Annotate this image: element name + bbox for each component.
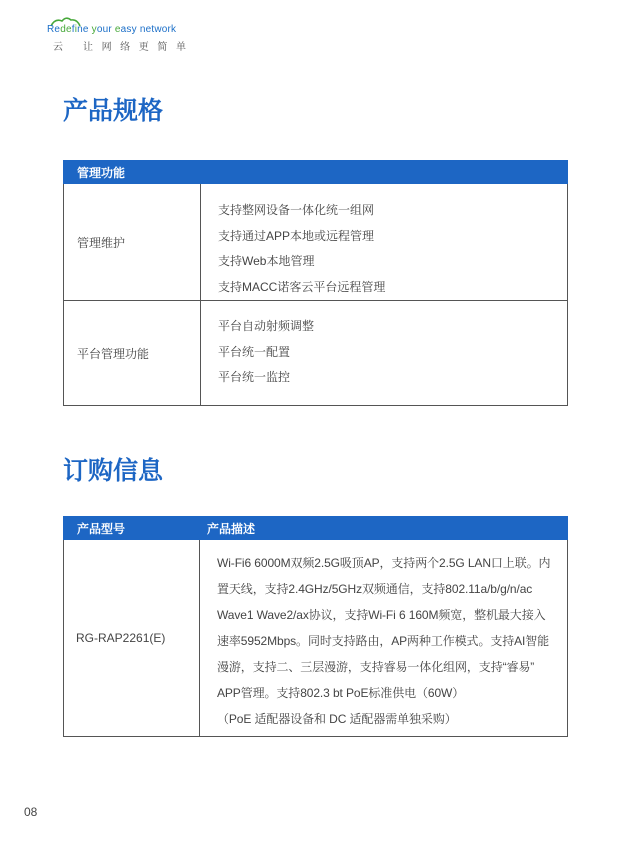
spec-table-header xyxy=(63,160,568,184)
product-description xyxy=(200,540,567,736)
row-items xyxy=(201,301,567,405)
row-label: 管理维护 xyxy=(64,184,201,300)
list-item: 平台统一配置 xyxy=(218,344,291,359)
spec-table xyxy=(63,160,568,406)
description-line: Wave1 Wave2/ax协议，支持Wi-Fi 6 160M频宽，整机最大接入 xyxy=(217,608,546,622)
table-row xyxy=(64,540,567,736)
list-item: 平台统一监控 xyxy=(218,370,291,384)
order-table-header xyxy=(63,516,568,540)
list-item: 支持通过APP本地或远程管理 xyxy=(218,228,375,243)
order-section-title: 订购信息 xyxy=(63,457,164,485)
list-item: 支持Web本地管理 xyxy=(218,254,315,268)
page-number: 08 xyxy=(24,805,38,819)
description-line: 置天线，支持2.4GHz/5GHz双频通信，支持802.11a/b/g/n/ac xyxy=(217,582,533,596)
description-line: 漫游，支持二、三层漫游，支持睿易一体化组网，支持“睿易” xyxy=(217,660,535,674)
model-header: 产品型号 xyxy=(77,521,126,536)
table-row xyxy=(64,184,567,300)
description-line: 速率5952Mbps。同时支持路由，AP两种工作模式。支持AI智能 xyxy=(217,634,550,648)
description-header: 产品描述 xyxy=(207,521,256,536)
row-label: 平台管理功能 xyxy=(64,301,201,405)
brand-tagline-zh: 云 让网络更简单 xyxy=(53,42,195,53)
table-row xyxy=(64,300,567,405)
description-line: Wi-Fi6 6000M双频2.5G吸顶AP，支持两个2.5G LAN口上联。内 xyxy=(217,556,551,570)
list-item: 平台自动射频调整 xyxy=(218,319,315,333)
spec-header-label: 管理功能 xyxy=(77,165,126,180)
list-item: 支持整网设备一体化统一组网 xyxy=(218,203,375,217)
brand-tagline-en: Redefine your easy network xyxy=(47,24,177,35)
list-item: 支持MACC诺客云平台远程管理 xyxy=(218,279,386,294)
spec-section-title: 产品规格 xyxy=(63,97,164,125)
product-model: RG-RAP2261(E) xyxy=(64,540,200,736)
description-line: （PoE 适配器设备和 DC 适配器需单独采购） xyxy=(217,712,457,726)
description-line: APP管理。支持802.3 bt PoE标准供电（60W） xyxy=(217,686,465,700)
order-table xyxy=(63,516,568,737)
row-items xyxy=(201,184,567,300)
